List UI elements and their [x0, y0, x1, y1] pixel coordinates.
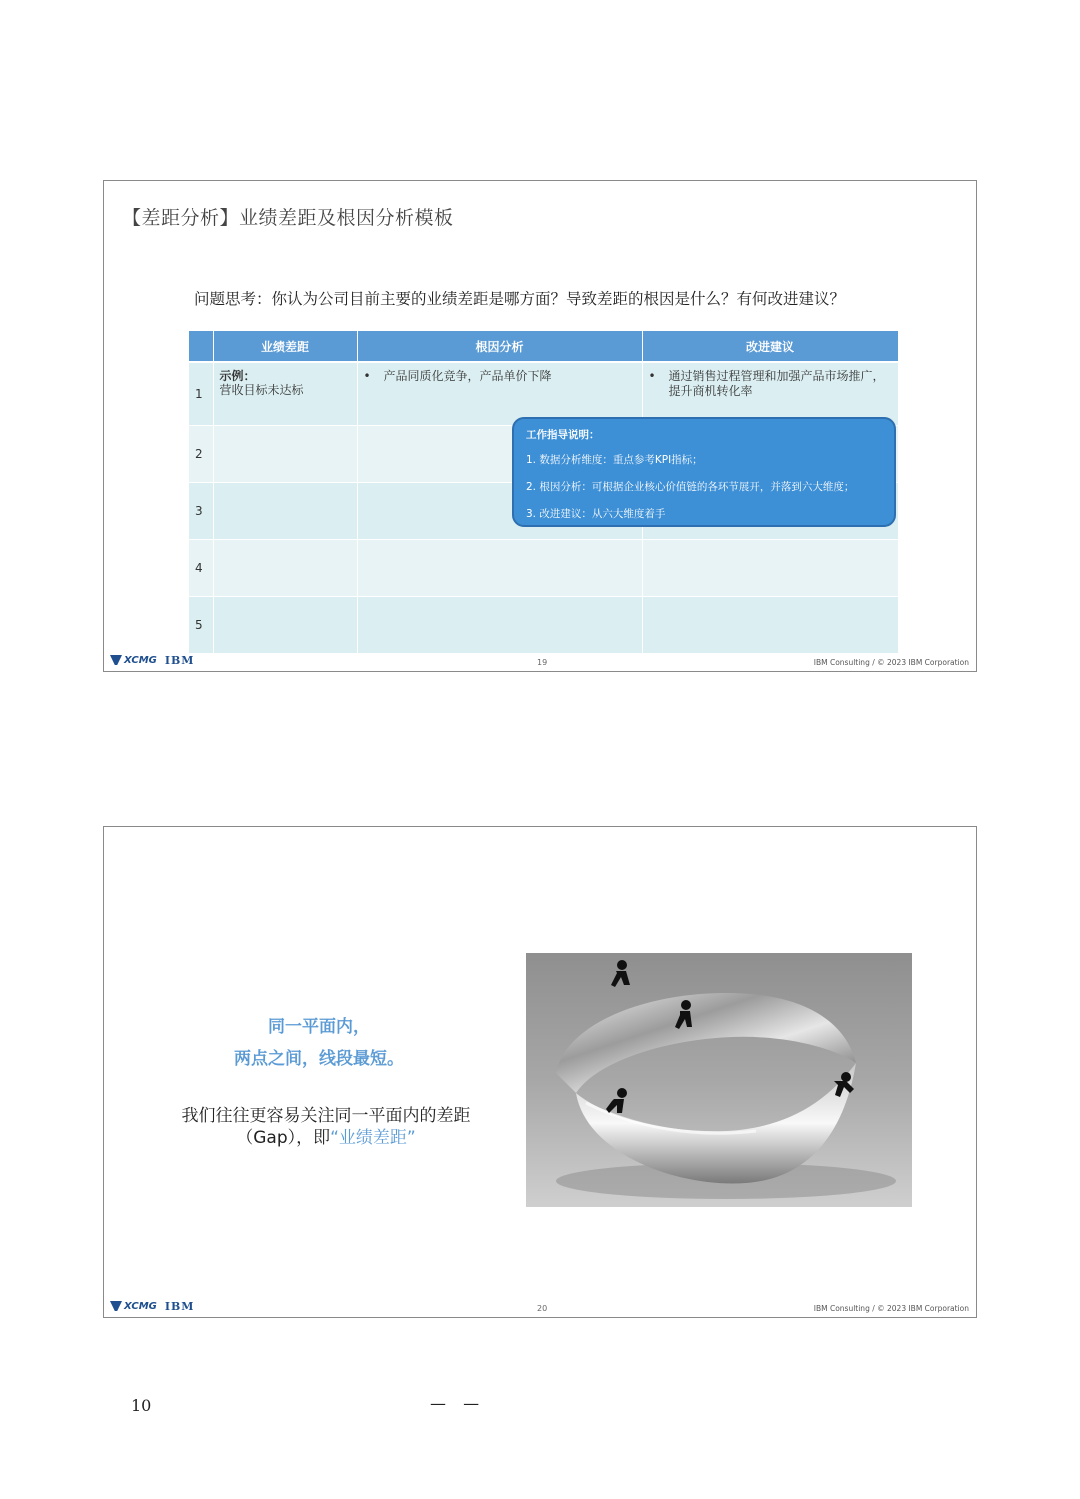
copyright: IBM Consulting / © 2023 IBM Corporation: [813, 1304, 969, 1313]
guide-item: 1. 数据分析维度：重点参考KPI指标；: [526, 454, 703, 466]
header-cause: 根因分析: [357, 331, 642, 362]
principle-line-1: 同一平面内，: [268, 1017, 370, 1037]
guide-item: 2. 根因分析：可根据企业核心价值链的各环节展开，并落到六大维度；: [526, 481, 855, 493]
suggestion-cell: [642, 362, 898, 426]
example-value: 营收目标未达标: [219, 383, 304, 397]
ibm-logo: IBM: [164, 654, 195, 667]
example-label: 示例：: [219, 369, 256, 383]
row-number: 5: [189, 597, 213, 654]
mobius-strip-image: [526, 953, 912, 1207]
slide-20: [103, 826, 977, 1318]
gap-cell: [213, 483, 357, 540]
row-number: 2: [189, 426, 213, 483]
principle-text: [184, 1011, 454, 1075]
footer-logos: [110, 653, 194, 667]
gap-cell: [213, 362, 357, 426]
table-row: [189, 362, 898, 426]
slide-page-number: 19: [537, 658, 548, 667]
bullet-icon: •: [648, 369, 656, 383]
gap-statement-text: 我们往往更容易关注同一平面内的差距（Gap），即: [181, 1106, 471, 1148]
gap-cell: [213, 540, 357, 597]
row-number: 3: [189, 483, 213, 540]
table-row: [189, 597, 898, 654]
slide-page-number: 20: [537, 1304, 548, 1313]
slide-19: [103, 180, 977, 672]
row-number: 1: [189, 362, 213, 426]
document-page-dash: — —: [430, 1394, 486, 1413]
table-header-row: [189, 331, 898, 362]
table-row: [189, 540, 898, 597]
slide-title: 【差距分析】业绩差距及根因分析模板: [122, 207, 454, 229]
gap-statement: [176, 1105, 476, 1149]
cause-cell: [357, 362, 642, 426]
bullet-icon: •: [363, 369, 371, 383]
suggestion-text: 通过销售过程管理和加强产品市场推广，提升商机转化率: [668, 369, 885, 398]
header-gap: 业绩差距: [213, 331, 357, 362]
gap-highlight: “业绩差距”: [330, 1128, 416, 1148]
xcmg-logo: XCMG: [110, 1301, 157, 1312]
cause-cell: [357, 597, 642, 654]
work-guide-callout: [512, 417, 896, 527]
ibm-logo: IBM: [164, 1300, 195, 1313]
row-number: 4: [189, 540, 213, 597]
document-page-number: 10: [131, 1396, 152, 1415]
suggestion-cell: [642, 540, 898, 597]
guide-title: 工作指导说明：: [526, 429, 600, 441]
copyright: IBM Consulting / © 2023 IBM Corporation: [813, 658, 969, 667]
gap-cell: [213, 597, 357, 654]
question-text: 问题思考：你认为公司目前主要的业绩差距是哪方面？导致差距的根因是什么？有何改进建议？: [194, 290, 846, 308]
cause-cell: [357, 540, 642, 597]
guide-item: 3. 改进建议：从六大维度着手: [526, 508, 666, 520]
mobius-illustration: [526, 953, 912, 1207]
footer-logos: [110, 1299, 194, 1313]
header-num: [189, 331, 213, 362]
suggestion-cell: [642, 597, 898, 654]
header-suggestion: 改进建议: [642, 331, 898, 362]
xcmg-logo: XCMG: [110, 655, 157, 666]
cause-text: 产品同质化竞争，产品单价下降: [383, 369, 552, 383]
principle-line-2: 两点之间，线段最短。: [234, 1049, 404, 1069]
gap-cell: [213, 426, 357, 483]
